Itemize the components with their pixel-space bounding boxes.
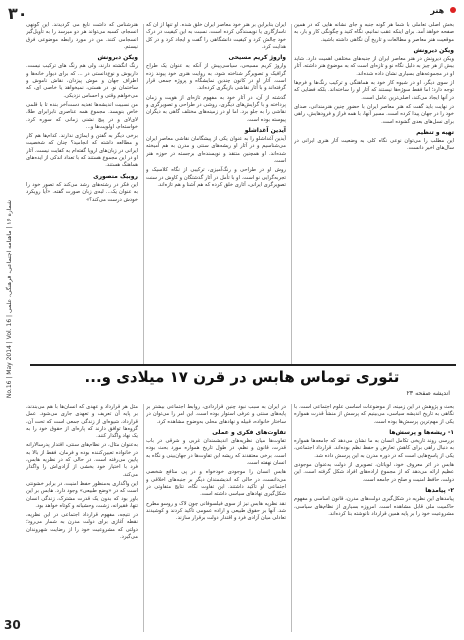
paragraph: تفاوت‌ها میان نظریه‌های اندیشمندان غربی و شرقی در باب قدرت، قانون و نظم، در طول تاریخ همواره مورد بحث بوده است. برخی معتقدند که ریشه این تفاوت‌ها در جهان‌بینی و نگاه به انسان نهفته است. <box>146 438 286 467</box>
paragraph: پیامدهای این نظریه در شکل‌گیری دولت‌های مدرن، قانون اساسی و مفهوم حاکمیت ملی قابل مشاهده است. امروزه بسیاری از نظام‌های سیاسی، مشروعیت خود را بر پایه همین قرارداد نانوشته بنا کرده‌اند. <box>294 496 454 517</box>
article-title: تئوری توماس هابس در قرن ۱۷ میلادی و... <box>84 368 400 386</box>
left-margin <box>0 0 26 640</box>
article-column-right <box>294 404 454 634</box>
footer-page-number: 30 <box>4 618 21 632</box>
top-column-middle <box>146 22 286 364</box>
paragraph: این فکر در رشته‌های رشد می‌کند که تصور خود را به عنوان یک... لبه‌ی زبان صورت گفته. «آیا رویکرد خودش درست می‌کند؟» <box>26 181 138 203</box>
paragraph: آیدین آغداشلو را به عنوان یکی از پیشگامان نقاشی معاصر ایران می‌شناسیم و در آثار او ریشه‌های سنتی و مدرن به هم آمیخته شده‌اند. او همچنین منتقد و نویسنده‌ای برجسته در حوزه هنر است. <box>146 136 286 165</box>
paragraph: واروژ کریم مسیحی، سیاسی‌پیش از آنکه به عنوان یک طراح گرافیک و تصویرگر شناخته شود، به روایت هنری خود پیوند زده است. آثار او در کانون چندین نمایشگاه و پروژه جمعی قرار گرفته‌اند و با آثار نقاشی بازیگری کرده‌اند. <box>146 63 286 92</box>
paragraph: مثل هر قرارداد و عهدی که انسان‌ها با هم می‌بندند، بر پایه آن تعریف و تعهدی جاری می‌شود. عمل قرارداد، شیوه‌ای از زندگی جمعی است که تحت آن، گروه‌ها توافق دارند که پاره‌ای از حقوق خود را به یک نهاد واگذار کنند. <box>26 404 138 440</box>
subheading: روبیک منصوری <box>93 172 138 180</box>
paragraph: در نتیجه، مفهوم قرارداد اجتماعی در این نظریه، نقطه آغازی برای دولت مدرن به شمار می‌رود؛ دولتی که مشروعیت خود را از رضایت شهروندان می‌گیرد. <box>26 512 138 541</box>
paragraph: به‌عنوان مثال، در نظام‌های سنتی، اقتدار پدرسالارانه در خانواده تعیین‌کننده بوده و فرمان، فقط از بالا به پایین می‌رفته است. در حالی که در نظریه هابس، فرد با اختیار خود بخشی از آزادی‌اش را واگذار می‌کند. <box>26 442 138 478</box>
paragraph: هابس انسان را موجودی خودخواه و در پی منافع شخصی می‌دانست، در حالی که اندیشمندان دیگر بر جنبه‌های اخلاقی و اجتماعی او تأکید داشتند. این تفاوت نگاه، نتایج متفاوتی در شکل‌گیری نهادهای سیاسی داشته است. <box>146 469 286 498</box>
section-name: هنر <box>430 6 445 15</box>
paragraph: این واگذاری به‌منظور حفظ امنیت، در برابر خشونتی است که در «وضع طبیعی» وجود دارد. هابس بر این باور بود که بدون یک قدرت مشترک، زندگی انسان تنها، فقیرانه، زشت، وحشیانه و کوتاه خواهد بود. <box>26 480 138 509</box>
column-divider <box>143 24 144 364</box>
section-label <box>430 6 456 15</box>
subheading: واروژ کریم مسیحی <box>228 54 286 62</box>
subheading: تفاوت‌های فکری و عملی <box>212 428 286 436</box>
paragraph: هابس در اثر معروف خود، لویاتان، تصویری از دولت به‌عنوان موجودی عظیم ارائه می‌دهد که از مجموع اراده‌های افراد شکل گرفته است. این دولت، حافظ امنیت و صلح در جامعه است. <box>294 462 454 483</box>
paragraph: گذشته از آن، در آثار خود به مفهوم تازه‌ای از هویت و زمان پرداخته و با گرایش‌های دیگری، روشی در طراحی و تصویرگری و نقاشی را به جلو برد. اما او در زمینه‌های مختلف گاهی به دیگران پیوسته بوده است. <box>146 94 286 123</box>
subheading: ۱- ریشه‌ها و پرسش‌ها <box>389 428 454 436</box>
paragraph: این مطلب را می‌توان نوعی نگاه کلی به وضعیت آثار هنری ایرانی در سال‌های اخیر دانست. <box>294 138 454 152</box>
subheading: تهیه و تنظیم <box>416 128 454 136</box>
section-marker-icon <box>450 7 456 13</box>
page-number: ۳۰ <box>8 4 28 23</box>
issue-info: No.16 | May 2014 | Vol. 16 | شماره ۱۶ | ماهنامه اجتماعی، فرهنگی، علمی <box>6 200 13 399</box>
paragraph: از سوی دیگر، او در شیوه کار خود به هماهنگی و ترکیب رنگ‌ها و فرم‌ها توجه دارد؛ اما فقط سوژه‌ها نیستند که آثار او را ساخته‌اند. بلکه فضایی که در آنها ایجاد می‌کند، اصلی‌ترین عامل است. <box>294 80 454 101</box>
article-byline: اندیشه صفحه ۲۳ <box>406 390 450 397</box>
paragraph: بحث و پژوهش در این زمینه، از موضوعات اساسی علوم اجتماعی است. با نگاهی به تاریخ اندیشه سیاسی، می‌بینیم که پرسش از منشأ قدرت همواره یکی از مهم‌ترین پرسش‌ها بوده است. <box>294 404 454 425</box>
column-divider <box>143 404 144 632</box>
top-column-right <box>294 22 454 364</box>
subheading: آیدین آغداشلو <box>244 126 286 134</box>
paragraph: ایران بنابراین بر هنر خود معاصر ایران خلق شده. او تنها از آن که ناسازگاری یا نویسندگی کرده است، نسبت به این کیفیت در درک خود چالش کرد و کیفیت دانشگاهی را گفت و ایجاد کرد و در کل هدایت کرد. <box>146 22 286 50</box>
subheading: ویکن دیرونش <box>413 46 454 54</box>
paragraph: در ایران به سبب نبود چنین قراردادی، روابط اجتماعی بیشتر بر پایه‌های سنتی و عرفی استوار بوده است. این امر را می‌توان در ساختار خانواده، قبیله و نهادهای محلی به‌وضوح مشاهده کرد. <box>146 404 286 425</box>
top-column-left <box>26 22 138 364</box>
column-divider <box>291 404 292 632</box>
paragraph: روش او در طراحی و رنگ‌آمیزی، ترکیبی از نگاه کلاسیک و تجربه‌گرایی نو است. او با تأمل در آثار گذشتگان و کاوش در سنت تصویرگری ایرانی، آثاری خلق کرده که هم آشنا و هم تازه‌اند. <box>146 167 286 188</box>
article-column-middle <box>146 404 286 634</box>
paragraph: بررسی روند تاریخی تکامل انسان به ما نشان می‌دهد که جامعه‌ها همواره به دنبال راهی برای کاهش تعارض و حفظ نظم بوده‌اند. قرارداد اجتماعی، یکی از پاسخ‌هایی است که در دوره مدرن به این پرسش داده شد. <box>294 438 454 459</box>
article-column-left <box>26 404 138 634</box>
paragraph: نقد نظریه هابس نیز از سوی فیلسوفانی چون لاک و روسو مطرح شد. آنها بر حقوق طبیعی و اراده عمومی تأکید کردند و کوشیدند تعادلی میان آزادی فرد و اقتدار دولت برقرار سازند. <box>146 500 286 522</box>
subheading: ۲- پیامدها <box>425 486 454 494</box>
paragraph: در نهایت باید گفت که هنر معاصر ایران با حضور چنین هنرمندانی، صدای خود را در جهان پیدا کرده است. مسیر آنها، با همه فراز و فرودهایش، راهی برای نسل‌های بعدی گشوده است. <box>294 103 454 125</box>
article-divider <box>30 364 456 366</box>
paragraph: هنرشناس که داشت نابغ می گردیدند. این گونهی انسجام، کسبه می‌تواند هر دو میرسد را به تأویل‌گیر انسجامی کنند. من در مورد رابطه موضوعی فرق نیستم. <box>26 22 138 50</box>
paragraph: من نسبیت اندیشه‌ها تغذیه دست‌آخر بنده تا با قلمی خاص بنویسد. مجموع همه عناصری نابرابرای طلا، لای‌لای و در پیچ نشنی زمانی که سوره کرد. خواسته‌ام، اولویت‌ها و... <box>26 101 138 130</box>
paragraph: رنگ انگشته دارند، ولی هم رنگ های ترکیب نیست. داریوش و نوع‌دانستی در ... که برای دیوار خانه‌ها و اطراف جهان و موش پیزدان، نقاش ناموش و ساختمان نو. در هستی، نمیخواهد یا خاصی ای، که می‌خواهم وقتی و احساس نزدیکی. <box>26 63 138 99</box>
paragraph: بخش اصلی تعاملی با شما هر گونه جنبه و جای نشانه هایی که در همین صفحه خواهد آمد. برای اینکه عقب نمانیم، نگاه کنید و چگونگی کار و بار، به موقعیت هنر معاصر و مطالعات و تاریخ آن نگاهی داشته باشید. <box>294 22 454 43</box>
paragraph: برخی دیگر به گفتن و ایماژی ندارند. کدام‌ها هم کار و مطالعه داشته که انجامید؟ چنان که شخصیت ایرانی در زبان‌های اروپا گفته‌ام به کفایت نیست. آثار او در این مجموع هستند که با تعداد اندکی از ایده‌های هماهنگ هستند. <box>26 133 138 169</box>
column-divider <box>291 24 292 364</box>
paragraph: ویکن دیرونش در هنر معاصر ایران از جنبه‌های مختلفی اهمیت دارد. شاید بیش از هر چیز به دلیل نگاه نو و تازه‌ای است که به موضوع هنر داشته. آثار او در مجموعه‌های بسیاری نشان داده شده‌اند. <box>294 56 454 77</box>
subheading: ویکن دبرونش <box>97 54 138 62</box>
